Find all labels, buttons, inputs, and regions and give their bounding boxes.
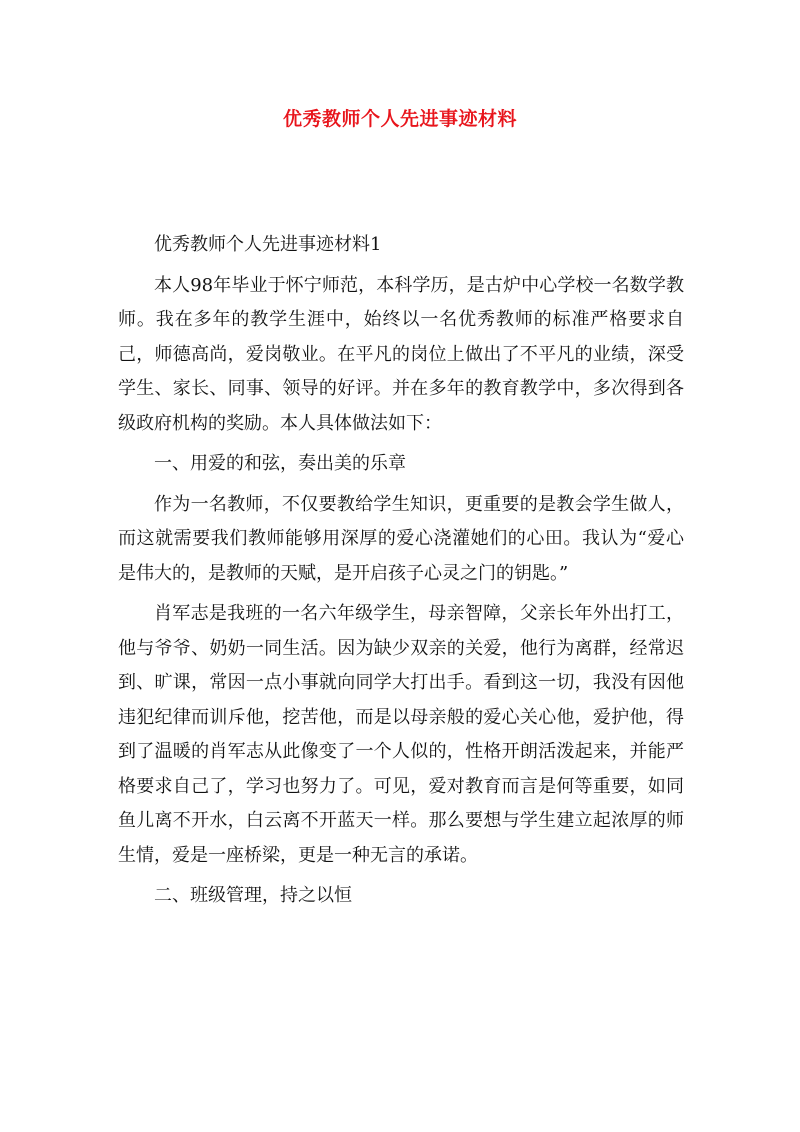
section-heading-2: 二、班级管理，持之以恒	[154, 885, 352, 906]
paragraph-intro: 本人98年毕业于怀宁师范，本科学历，是古炉中心学校一名数学教师。我在多年的教学生涯中，始终以一名优秀教师的标准严格要求自己，师德高尚，爱岗敬业。在平凡的岗位上做出了不平凡的业绩，深受学生、家长、同事、领导的好评。并在多年的教育教学中，多次得到各级政府机构的奖励。本人具体做法如下：	[118, 274, 684, 434]
section-subtitle: 优秀教师个人先进事迹材料1	[154, 234, 382, 255]
paragraph-story: 肖军志是我班的一名六年级学生，母亲智障，父亲长年外出打工，他与爷爷、奶奶一同生活。因为缺少双亲的关爱，他行为离群，经常迟到、旷课，常因一点小事就向同学大打出手。看到这一切，我没有因他违犯纪律而训斥他，挖苦他，而是以母亲般的爱心关心他，爱护他，得到了温暖的肖军志从此像变了一个人似的，性格开朗活泼起来，并能严格要求自己了，学习也努力了。可见，爱对教育而言是何等重要，如同鱼儿离不开水，白云离不开蓝天一样。那么要想与学生建立起浓厚的师生情，爱是一座桥梁，更是一种无言的承诺。	[118, 603, 684, 866]
paragraph-love: 作为一名教师，不仅要教给学生知识，更重要的是教会学生做人，而这就需要我们教师能够用深厚的爱心浇灌她们的心田。我认为“爱心是伟大的，是教师的天赋，是开启孩子心灵之门的钥匙。”	[118, 493, 684, 584]
document-body	[118, 228, 684, 920]
document-title: 优秀教师个人先进事迹材料	[282, 108, 517, 130]
section-heading-1: 一、用爱的和弦，奏出美的乐章	[154, 453, 406, 474]
